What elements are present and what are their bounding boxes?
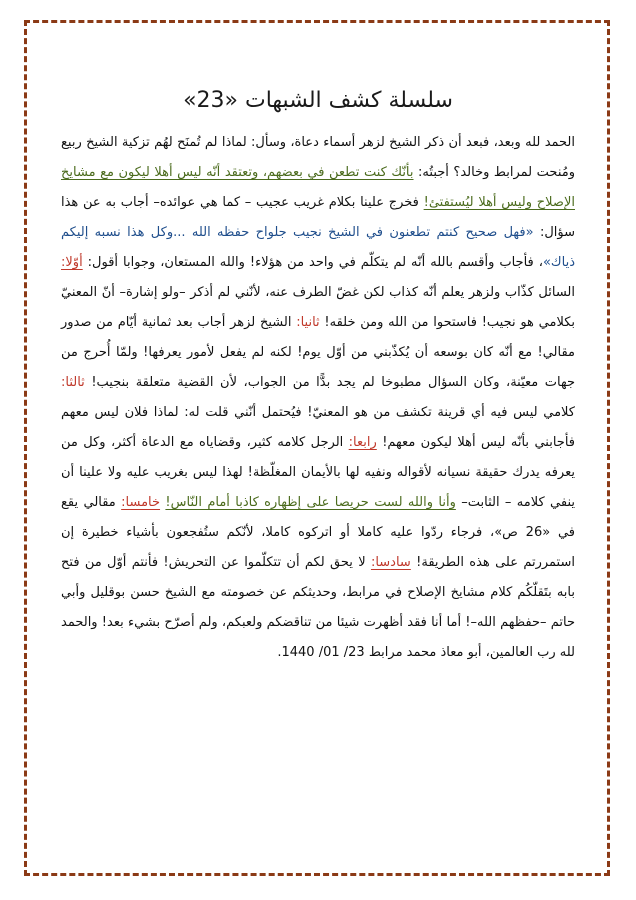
- point-label-third: ثالثا:: [61, 375, 85, 390]
- text-segment: لا يحق لكم أن تتكلّموا عن التحريش! فأنتم أوّل من فتح بابه بتَقلّكُم كلام مشايخ الإصلاح في مرابط، وحديثكم عن خصومته مع الشيخ حسن بوقليل وأبي حاتم –حفظهم الله–! أما أنا فقد أظهرت شيئا من تناقضكم ولعبكم، ولم أصرّح بشيء بعد! والحمد لله رب العالمين، أبو معاذ محمد مرابط 23/ 01/ 1440.: [61, 555, 575, 660]
- text-segment: الرجل كلامه كثير، وقضاياه مع الدعاة أكثر، وكل من يعرفه يدرك حقيقة نسيانه لأقواله ونفيه لها بالأيمان المغلّظة! لهذا ليس بغريب عليه ولا علينا أن ينفي كلامه – الثابت–: [61, 435, 575, 510]
- point-label-first: أوّلا:: [61, 255, 83, 270]
- point-label-second: ثانيا:: [296, 315, 320, 330]
- page-title: سلسلة كشف الشبهات «23»: [183, 88, 453, 113]
- point-label-fifth: خامسا:: [121, 495, 161, 510]
- point-label-sixth: سادسا:: [370, 555, 411, 570]
- text-segment: كلامي ليس فيه أي قرينة تكشف من هو المعنيّ! فيُحتمل أنّني قلت له: لماذا فلان ليس معهم فأجابني بأنّه ليس أهلا ليكون معهم!: [61, 405, 575, 450]
- text-segment: السائل كذّاب ولزهر يعلم أنّه كذاب لكن غضّ الطرف عنه، لأنّني لم أذكر –ولو إشارة– أنّ المعنيّ بكلامي هو نجيب! فاستحوا من الله ومن خلقه!: [61, 285, 575, 330]
- text-segment: ، فأجاب وأقسم بالله أنّه لم يتكلّم في واحد من هؤلاء! والله المستعان، وجوابا أقول:: [82, 255, 543, 270]
- article-paragraph: [61, 128, 575, 668]
- point-label-fourth: رابعا:: [348, 435, 377, 450]
- quoted-question: «فهل صحيح كنتم تطعنون في الشيخ نجيب جلواح حفظه الله ...وكل هذا نسبه إليكم ذياك»: [61, 225, 575, 270]
- text-segment: فخرج علينا بكلام غريب عجيب – كما هي عوائده– أجاب به عن هذا سؤال:: [61, 195, 575, 240]
- highlighted-oath: وأنا والله لست حريصا على إظهاره كاذبا أمام النّاس!: [165, 495, 456, 510]
- text-segment: الحمد لله وبعد، فبعد أن ذكر الشيخ لزهر أسماء دعاة، وسأل: لماذا لم تُمنَح لهُم تزكية الشيخ ربيع ومُنحت لمرابط وخالد؟ أجبتُه:: [61, 135, 575, 180]
- highlighted-answer: بأنّك كنت تطعن في بعضهم، وتعتقد أنّه ليس أهلا ليكون مع مشايخ الإصلاح وليس أهلا ليُستفتئ!: [61, 165, 575, 210]
- text-segment: الشيخ لزهر أجاب بعد ثمانية أيّام من صدور مقالي! مع أنّه كان بوسعه أن يُكذّبني من أوّل يوم! لكنه لم يفعل لأمور يعرفها! ولمّا أُحرج من جهات معيّنة، وكان السؤال مطبوخا لم يجد بدًّا من الجواب، لأن القضية متعلقة بنجيب!: [61, 315, 575, 390]
- text-segment: مقالي يقع في «26 ص»، فرجاء ردّوا عليه كاملا أو اتركوه كاملا، لأنّكم ستُفجعون بأشياء خطيرة إن استمررتم على هذه الطريقة!: [61, 495, 575, 570]
